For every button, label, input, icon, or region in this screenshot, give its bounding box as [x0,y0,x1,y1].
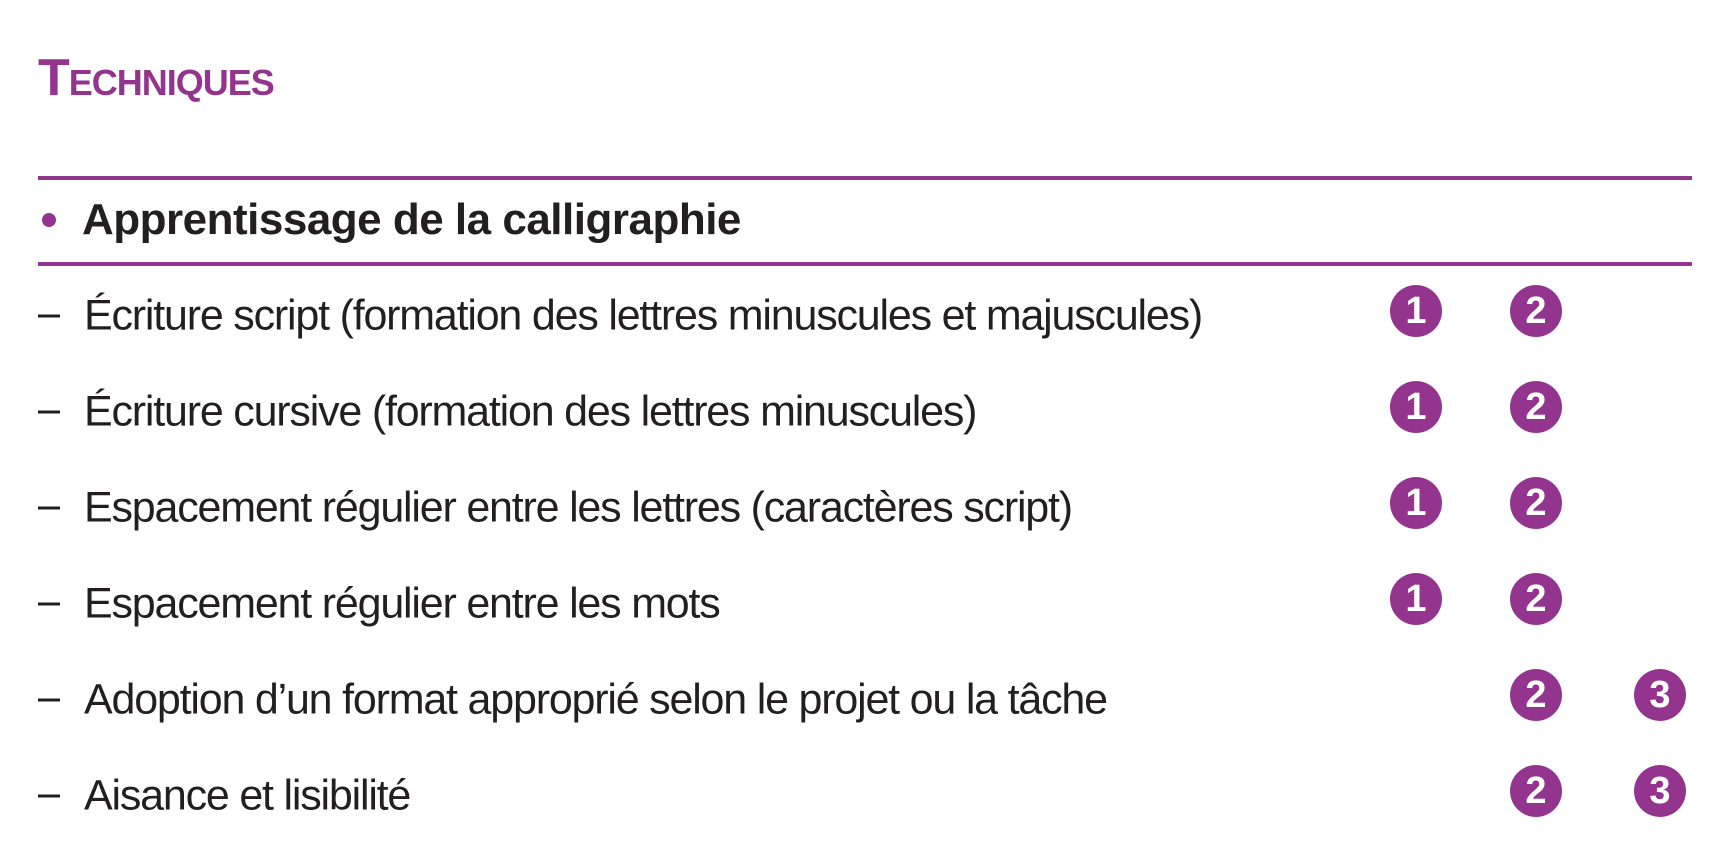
list-item [0,268,1712,364]
dash-marker [38,795,60,798]
level-2-badge: 2 [1510,765,1562,817]
level-2-badge: 2 [1510,669,1562,721]
level-1-badge: 1 [1390,573,1442,625]
dash-marker [38,699,60,702]
level-2-badge: 2 [1510,285,1562,337]
bullet-icon [42,213,56,227]
list-item [0,460,1712,556]
level-1-badge: 1 [1390,477,1442,529]
list-item [0,364,1712,460]
list-item [0,748,1712,844]
page-title: Techniques [38,49,274,107]
level-2-badge: 2 [1510,573,1562,625]
level-3-badge: 3 [1634,669,1686,721]
dash-marker [38,507,60,510]
list-item-label: Écriture cursive (formation des lettres minuscules) [84,387,977,436]
list-item-label: Adoption d’un format approprié selon le projet ou la tâche [84,675,1107,724]
list-item [0,556,1712,652]
list-item [0,652,1712,748]
section-top-rule [38,176,1692,180]
list-item-label: Espacement régulier entre les lettres (caractères script) [84,483,1072,532]
section-heading [38,190,741,250]
level-3-badge: 3 [1634,765,1686,817]
list-item-label: Espacement régulier entre les mots [84,579,720,628]
level-2-badge: 2 [1510,381,1562,433]
dash-marker [38,603,60,606]
list-item-label: Écriture script (formation des lettres minuscules et majuscules) [84,291,1203,340]
level-1-badge: 1 [1390,381,1442,433]
level-1-badge: 1 [1390,285,1442,337]
list-item-label: Aisance et lisibilité [84,771,411,820]
dash-marker [38,411,60,414]
level-2-badge: 2 [1510,477,1562,529]
dash-marker [38,315,60,318]
section-bottom-rule [38,262,1692,266]
section-label: Apprentissage de la calligraphie [82,195,741,244]
